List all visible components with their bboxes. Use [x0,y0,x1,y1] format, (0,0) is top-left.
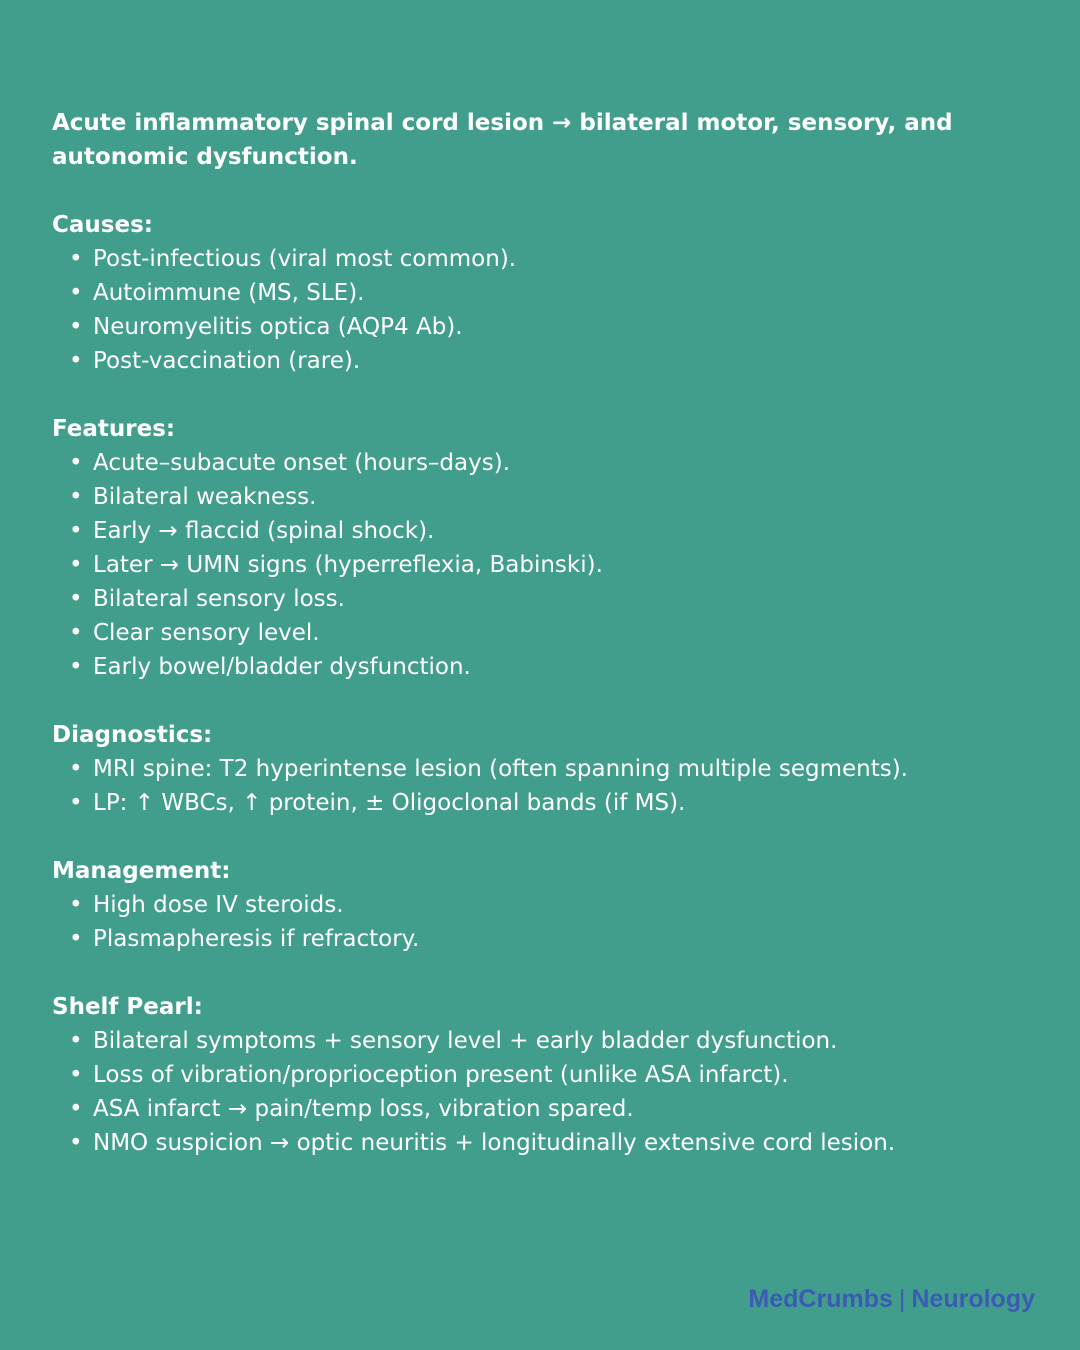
list-item [69,1024,1042,1058]
list-item [69,752,1042,786]
bullet-icon: • [69,348,83,374]
section-title: Management: [52,858,231,884]
list-item [69,922,1042,956]
list-item-text: Early → flaccid (spinal shock). [93,518,435,544]
section [52,412,1042,684]
list-item [69,1126,1042,1160]
list-item [69,514,1042,548]
list-item [69,276,1042,310]
bullet-icon: • [69,756,83,782]
bullet-list [52,446,1042,684]
section [52,854,1042,956]
list-item-text: Bilateral symptoms + sensory level + early bladder dysfunction. [93,1028,838,1054]
section [52,990,1042,1160]
section-title: Diagnostics: [52,722,213,748]
section-title: Shelf Pearl: [52,994,203,1020]
list-item-text: Early bowel/bladder dysfunction. [93,654,471,680]
bullet-icon: • [69,1096,83,1122]
list-item-text: Clear sensory level. [93,620,320,646]
list-item-text: Loss of vibration/proprioception present (unlike ASA infarct). [93,1062,789,1088]
footer-topic: Neurology [911,1285,1035,1313]
list-item-text: Neuromyelitis optica (AQP4 Ab). [93,314,463,340]
list-item [69,446,1042,480]
sections-container [52,208,1042,1160]
section [52,208,1042,378]
section-title: Features: [52,416,176,442]
list-item [69,1058,1042,1092]
list-item [69,582,1042,616]
list-item-text: Bilateral weakness. [93,484,317,510]
list-item-text: NMO suspicion → optic neuritis + longitudinally extensive cord lesion. [93,1130,896,1156]
section-title: Causes: [52,212,153,238]
list-item [69,1092,1042,1126]
bullet-list [52,752,1042,820]
list-item-text: ASA infarct → pain/temp loss, vibration spared. [93,1096,634,1122]
bullet-icon: • [69,892,83,918]
list-item [69,888,1042,922]
list-item [69,344,1042,378]
bullet-icon: • [69,314,83,340]
footer-brand: MedCrumbs [748,1285,893,1313]
section [52,718,1042,820]
list-item [69,548,1042,582]
bullet-icon: • [69,450,83,476]
list-item [69,616,1042,650]
bullet-icon: • [69,1062,83,1088]
bullet-icon: • [69,280,83,306]
note-card [52,106,1042,1194]
bullet-icon: • [69,1028,83,1054]
bullet-icon: • [69,552,83,578]
list-item-text: Plasmapheresis if refractory. [93,926,420,952]
list-item-text: LP: ↑ WBCs, ↑ protein, ± Oligoclonal bands (if MS). [93,790,686,816]
footer-branding [748,1282,1035,1316]
bullet-icon: • [69,518,83,544]
bullet-icon: • [69,790,83,816]
list-item-text: Acute–subacute onset (hours–days). [93,450,510,476]
list-item-text: Post-vaccination (rare). [93,348,361,374]
list-item-text: Post-infectious (viral most common). [93,246,517,272]
bullet-icon: • [69,586,83,612]
list-item-text: MRI spine: T2 hyperintense lesion (often spanning multiple segments). [93,756,908,782]
list-item-text: Bilateral sensory loss. [93,586,345,612]
bullet-icon: • [69,620,83,646]
bullet-icon: • [69,246,83,272]
list-item-text: Autoimmune (MS, SLE). [93,280,365,306]
list-item [69,242,1042,276]
bullet-icon: • [69,1130,83,1156]
bullet-list [52,888,1042,956]
list-item [69,650,1042,684]
list-item-text: High dose IV steroids. [93,892,344,918]
bullet-list [52,1024,1042,1160]
list-item [69,310,1042,344]
bullet-icon: • [69,926,83,952]
list-item [69,786,1042,820]
footer-separator: | [898,1285,906,1313]
list-item-text: Later → UMN signs (hyperreflexia, Babinski). [93,552,603,578]
intro-text: Acute inflammatory spinal cord lesion → bilateral motor, sensory, and autonomic dysfunction. [52,110,953,170]
bullet-icon: • [69,484,83,510]
bullet-list [52,242,1042,378]
list-item [69,480,1042,514]
bullet-icon: • [69,654,83,680]
